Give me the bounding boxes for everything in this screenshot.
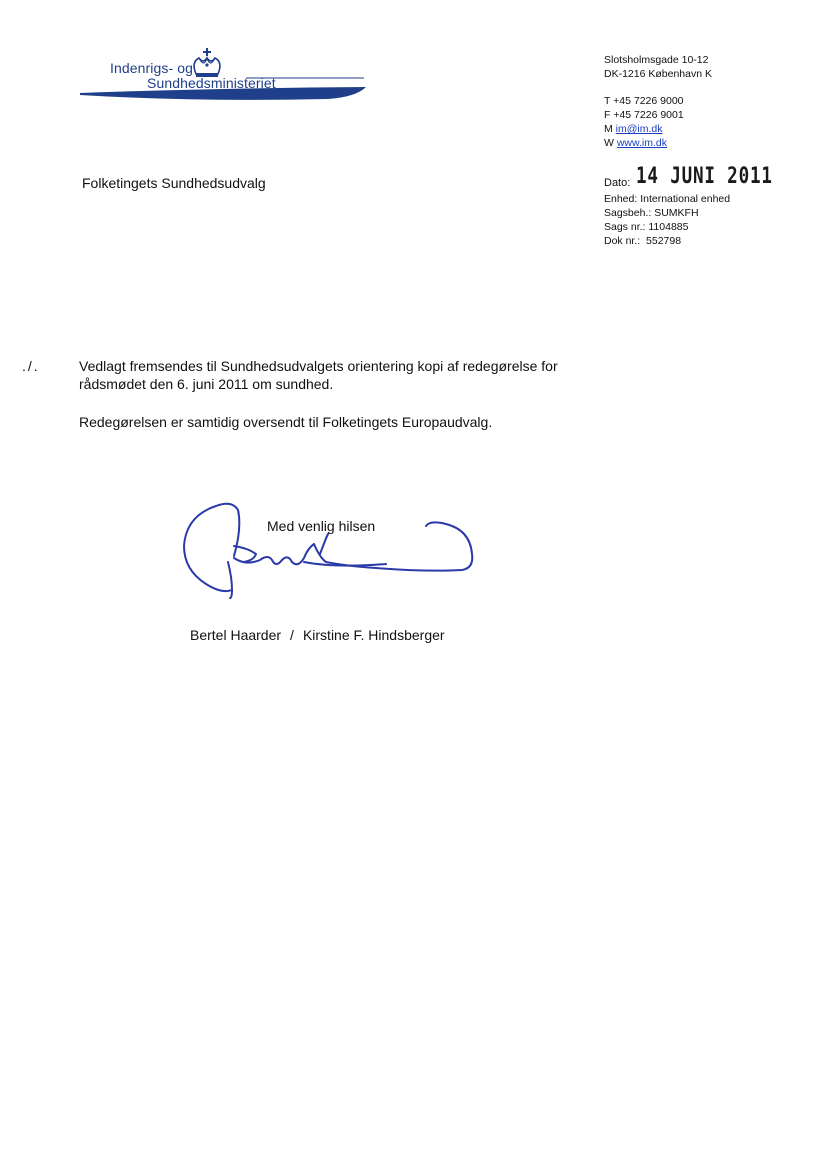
signatory-names [190,627,445,643]
recipient: Folketingets Sundhedsudvalg [82,175,266,191]
logo-text-line2: Sundhedsministeriet [147,75,276,91]
body-paragraph-1: Vedlagt fremsendes til Sundhedsudvalgets orientering kopi af redegørelse for rådsmødet den 6. juni 2011 om sundhed. [79,358,558,392]
crown-icon [194,48,220,77]
name-separator: / [290,627,294,643]
fax-number: F +45 7226 9001 [604,109,684,121]
case-number-line: Sags nr.: 1104885 [604,221,689,233]
date-stamp: 14 JUNI 2011 [636,164,773,189]
handwritten-signature [176,498,486,603]
enclosure-marker: ./. [22,358,40,374]
signatory-2: Kirstine F. Hindsberger [302,627,445,643]
closing-phrase: Med venlig hilsen [267,518,376,534]
address-block [604,53,712,81]
web-prefix: W [604,137,617,149]
web-line [604,136,684,150]
case-handler-line: Sagsbeh.: SUMKFH [604,207,699,219]
website-link[interactable]: www.im.dk [616,137,668,149]
body-paragraph-2: Redegørelsen er samtidig oversendt til Folketingets Europaudvalg. [79,414,493,430]
email-line [604,122,684,136]
document-number-line: Dok nr.: 552798 [604,235,682,247]
city-address: DK-1216 København K [604,68,712,80]
street-address: Slotsholmsgade 10-12 [604,54,709,66]
date-label: Dato: [604,177,631,189]
email-link[interactable]: im@im.dk [615,123,663,135]
signatory-1: Bertel Haarder [190,627,282,643]
unit-line: Enhed: International enhed [604,193,731,205]
case-meta [604,192,730,248]
contact-block [604,94,684,150]
logo-text-line1: Indenrigs- og [110,60,194,76]
email-prefix: M [604,123,616,135]
phone-number: T +45 7226 9000 [604,95,684,107]
